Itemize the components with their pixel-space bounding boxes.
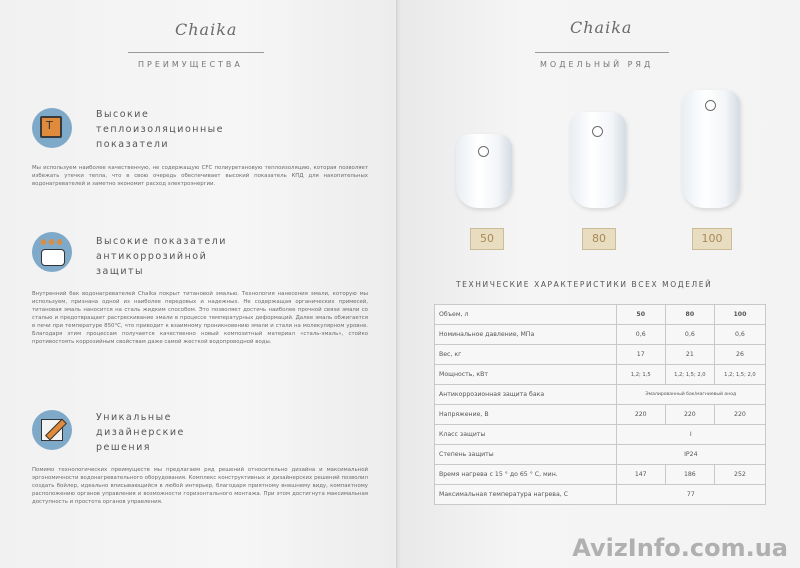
table-header-cell: 50 (616, 305, 665, 325)
feature-title-line: решения (96, 442, 152, 453)
table-header-cell: 80 (665, 305, 714, 325)
table-cell: Эмалированный бак/магниевый анод (616, 385, 765, 405)
table-row (435, 405, 766, 425)
specs-table (434, 304, 766, 505)
table-cell: 26 (714, 345, 765, 365)
model-badge-100: 100 (692, 228, 732, 250)
table-cell: 77 (616, 485, 765, 505)
table-cell: 17 (616, 345, 665, 365)
table-cell: 252 (714, 465, 765, 485)
table-cell: Антикоррозионная защита бака (435, 385, 617, 405)
table-cell: 0,6 (665, 325, 714, 345)
feature-body-design: Помимо технологических преимуществ мы предлагаем ряд решений относительно дизайна и максимальной эргономичности водонагревательного оборудования. Комплекс конструктивных и дизайнерских решений позволил создать бойлер, идеально вписывающийся в любой интерьер, благодаря приятному внешнему виду, компактному расположению органов управления и возможности горизонтального монтажа. При этом достигнута максимальная доступность и простота органов управления. (32, 467, 368, 505)
table-cell: 147 (616, 465, 665, 485)
table-cell: IP24 (616, 445, 765, 465)
section-title: МОДЕЛЬНЫЙ РЯД (540, 60, 654, 69)
right-page (400, 0, 800, 568)
table-cell: 1,2; 1,5; 2,0 (665, 365, 714, 385)
table-row (435, 465, 766, 485)
water-heater-80-image (570, 112, 626, 208)
water-heater-50-image (456, 134, 512, 208)
feature-body-insulation: Мы используем наиболее качественную, не содержащую CFC полиуретановую теплоизоляцию, которая позволяет избежать утечки тепла, что в свою очередь обеспечивает высокий показатель КПД для накопительных водонагревателей и заметно экономит расход электроэнергии. (32, 165, 368, 187)
feature-title-insulation (96, 107, 224, 152)
table-cell: 0,6 (616, 325, 665, 345)
table-row (435, 325, 766, 345)
feature-title-line: дизайнерские (96, 427, 185, 438)
feature-title-line: теплоизоляционные (96, 124, 225, 135)
table-cell: 186 (665, 465, 714, 485)
table-row (435, 425, 766, 445)
table-cell: 220 (714, 405, 765, 425)
feature-title-line: Высокие (96, 109, 150, 120)
table-row (435, 385, 766, 405)
water-heater-100-image (682, 90, 740, 208)
table-cell: Время нагрева с 15 ° до 65 ° С, мин. (435, 465, 617, 485)
table-row (435, 485, 766, 505)
divider-line (535, 52, 669, 53)
model-badge-50: 50 (470, 228, 504, 250)
table-header-cell: 100 (714, 305, 765, 325)
feature-title-line: антикоррозийной (96, 251, 208, 262)
feature-title-line: защиты (96, 266, 145, 277)
feature-title-design (96, 410, 185, 455)
table-cell: Мощность, кВт (435, 365, 617, 385)
divider-line (128, 52, 264, 53)
heater-knob-icon (478, 146, 489, 157)
heater-knob-icon (592, 126, 603, 137)
table-cell: Максимальная температура нагрева, С (435, 485, 617, 505)
table-cell: Вес, кг (435, 345, 617, 365)
table-cell: Номинальное давление, МПа (435, 325, 617, 345)
table-row (435, 445, 766, 465)
feature-title-corrosion (96, 234, 227, 279)
table-cell: 21 (665, 345, 714, 365)
table-cell: Степень защиты (435, 445, 617, 465)
table-cell: 220 (616, 405, 665, 425)
table-title: ТЕХНИЧЕСКИЕ ХАРАКТЕРИСТИКИ ВСЕХ МОДЕЛЕЙ (456, 280, 713, 289)
feature-body-corrosion: Внутренний бак водонагревателей Chaika покрыт титановой эмалью. Технология нанесения эмали, которую мы используем, признана одной из наиболее передовых и надежных. Не содержащая органических примесей, титановая эмаль наносится на сталь жидким способом. Это позволяет достичь наиболее прочной связи эмали со сталью и предотвращает растрескивание эмали в процессе температурных деформаций. Далее эмаль обжигается в печи при температуре 850°С, что приводит к взаимному проникновению эмали и стали на молекулярном уровне. Благодаря этим процессам получается качественно новый композитный материал «сталь-эмаль», стойко противостоять коррозийным свойствам даже самой жесткой водопроводной воды. (32, 291, 368, 345)
thermometer-insulation-icon: T (32, 108, 72, 148)
site-watermark: AvizInfo.com.ua (572, 534, 788, 562)
heater-knob-icon (705, 100, 716, 111)
section-title: ПРЕИМУЩЕСТВА (138, 60, 243, 69)
feature-title-line: показатели (96, 139, 170, 150)
table-cell: 1,2; 1,5 (616, 365, 665, 385)
feature-title-line: Высокие показатели (96, 236, 227, 247)
table-cell: 220 (665, 405, 714, 425)
table-cell: Напряжение, В (435, 405, 617, 425)
table-cell: 1,2; 1,5; 2,0 (714, 365, 765, 385)
table-cell: 0,6 (714, 325, 765, 345)
pencil-design-icon (32, 410, 72, 450)
left-page (0, 0, 398, 568)
table-cell: I (616, 425, 765, 445)
brand-logo: Chaika (175, 20, 238, 39)
brand-logo: Chaika (570, 18, 633, 37)
table-row (435, 345, 766, 365)
table-cell: Объем, л (435, 305, 617, 325)
table-row (435, 365, 766, 385)
model-badge-80: 80 (582, 228, 616, 250)
water-drops-tank-icon (32, 232, 72, 272)
table-row (435, 305, 766, 325)
table-cell: Класс защиты (435, 425, 617, 445)
feature-title-line: Уникальные (96, 412, 172, 423)
